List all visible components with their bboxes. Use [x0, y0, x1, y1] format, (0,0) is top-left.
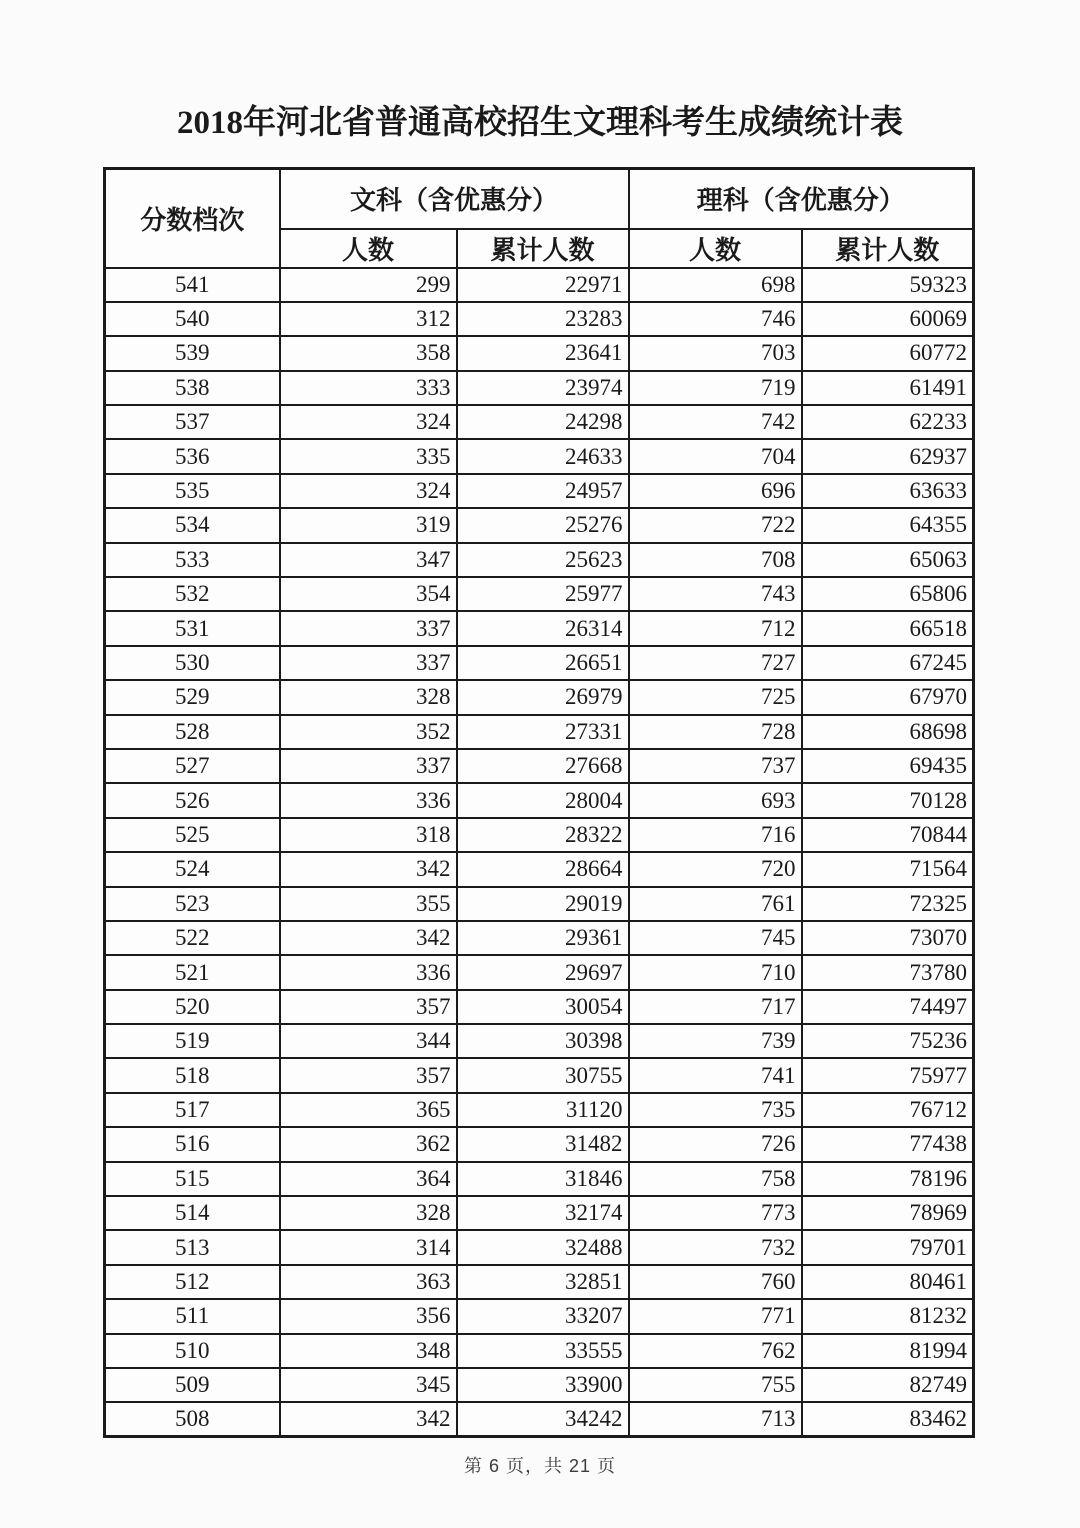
science-cumulative-cell: 66518	[802, 611, 974, 645]
arts-count-cell: 355	[280, 887, 457, 921]
arts-count-cell: 363	[280, 1265, 457, 1299]
science-cumulative-cell: 68698	[802, 715, 974, 749]
science-count-cell: 698	[629, 268, 802, 302]
table-row	[105, 1058, 974, 1092]
science-cumulative-cell: 78196	[802, 1162, 974, 1196]
page-title: 2018年河北省普通高校招生文理科考生成绩统计表	[177, 105, 903, 141]
arts-count-cell: 324	[280, 474, 457, 508]
arts-cumulative-cell: 31120	[457, 1093, 629, 1127]
score-level-cell: 517	[105, 1093, 280, 1127]
table-row	[105, 1402, 974, 1436]
arts-cumulative-cell: 32488	[457, 1230, 629, 1264]
table-row	[105, 611, 974, 645]
science-cumulative-cell: 61491	[802, 371, 974, 405]
arts-count-cell: 365	[280, 1093, 457, 1127]
table-row	[105, 1299, 974, 1333]
science-count-cell: 710	[629, 955, 802, 989]
science-cumulative-cell: 81994	[802, 1334, 974, 1368]
science-count-cell: 727	[629, 646, 802, 680]
science-cumulative-cell: 63633	[802, 474, 974, 508]
score-level-cell: 530	[105, 646, 280, 680]
score-level-cell: 527	[105, 749, 280, 783]
science-count-cell: 746	[629, 302, 802, 336]
arts-count-cell: 342	[280, 852, 457, 886]
science-cumulative-cell: 67970	[802, 680, 974, 714]
table-row	[105, 1265, 974, 1299]
science-count-cell: 726	[629, 1127, 802, 1161]
score-level-cell: 508	[105, 1402, 280, 1436]
arts-count-cell: 345	[280, 1368, 457, 1402]
arts-count-cell: 324	[280, 405, 457, 439]
page-footer: 第 6 页，共 21 页	[463, 1456, 617, 1476]
science-count-cell: 739	[629, 1024, 802, 1058]
header-arts-count: 人数	[280, 229, 457, 268]
score-level-cell: 531	[105, 611, 280, 645]
header-arts-group: 文科（含优惠分）	[280, 169, 629, 229]
arts-cumulative-cell: 26314	[457, 611, 629, 645]
science-cumulative-cell: 65063	[802, 543, 974, 577]
score-level-cell: 532	[105, 577, 280, 611]
table-row	[105, 1093, 974, 1127]
arts-cumulative-cell: 30054	[457, 990, 629, 1024]
score-level-cell: 529	[105, 680, 280, 714]
arts-cumulative-cell: 23974	[457, 371, 629, 405]
table-row	[105, 990, 974, 1024]
science-count-cell: 696	[629, 474, 802, 508]
arts-count-cell: 333	[280, 371, 457, 405]
table-row	[105, 1334, 974, 1368]
arts-cumulative-cell: 22971	[457, 268, 629, 302]
score-level-cell: 525	[105, 818, 280, 852]
arts-cumulative-cell: 34242	[457, 1402, 629, 1436]
score-level-cell: 523	[105, 887, 280, 921]
arts-count-cell: 319	[280, 508, 457, 542]
science-count-cell: 743	[629, 577, 802, 611]
table-row	[105, 508, 974, 542]
science-count-cell: 722	[629, 508, 802, 542]
arts-cumulative-cell: 31846	[457, 1162, 629, 1196]
science-count-cell: 758	[629, 1162, 802, 1196]
score-level-cell: 540	[105, 302, 280, 336]
table-row	[105, 1024, 974, 1058]
arts-cumulative-cell: 29697	[457, 955, 629, 989]
science-count-cell: 703	[629, 336, 802, 370]
table-row	[105, 680, 974, 714]
arts-count-cell: 336	[280, 955, 457, 989]
score-level-cell: 526	[105, 783, 280, 817]
science-cumulative-cell: 75977	[802, 1058, 974, 1092]
science-cumulative-cell: 65806	[802, 577, 974, 611]
science-count-cell: 708	[629, 543, 802, 577]
science-count-cell: 719	[629, 371, 802, 405]
table-row	[105, 955, 974, 989]
science-cumulative-cell: 60069	[802, 302, 974, 336]
score-level-cell: 541	[105, 268, 280, 302]
science-count-cell: 717	[629, 990, 802, 1024]
arts-cumulative-cell: 32851	[457, 1265, 629, 1299]
science-count-cell: 741	[629, 1058, 802, 1092]
science-cumulative-cell: 70128	[802, 783, 974, 817]
science-cumulative-cell: 81232	[802, 1299, 974, 1333]
science-cumulative-cell: 75236	[802, 1024, 974, 1058]
score-level-cell: 521	[105, 955, 280, 989]
arts-cumulative-cell: 28004	[457, 783, 629, 817]
table-row	[105, 1127, 974, 1161]
arts-cumulative-cell: 28664	[457, 852, 629, 886]
score-level-cell: 509	[105, 1368, 280, 1402]
science-cumulative-cell: 82749	[802, 1368, 974, 1402]
table-row	[105, 852, 974, 886]
table-row	[105, 1368, 974, 1402]
table-body	[105, 268, 974, 1437]
score-level-cell: 533	[105, 543, 280, 577]
science-cumulative-cell: 80461	[802, 1265, 974, 1299]
table-row	[105, 405, 974, 439]
arts-cumulative-cell: 25276	[457, 508, 629, 542]
science-cumulative-cell: 77438	[802, 1127, 974, 1161]
arts-count-cell: 357	[280, 990, 457, 1024]
arts-count-cell: 356	[280, 1299, 457, 1333]
score-level-cell: 511	[105, 1299, 280, 1333]
arts-count-cell: 347	[280, 543, 457, 577]
arts-count-cell: 337	[280, 611, 457, 645]
science-count-cell: 761	[629, 887, 802, 921]
score-level-cell: 516	[105, 1127, 280, 1161]
arts-cumulative-cell: 26651	[457, 646, 629, 680]
arts-count-cell: 318	[280, 818, 457, 852]
arts-count-cell: 358	[280, 336, 457, 370]
arts-cumulative-cell: 32174	[457, 1196, 629, 1230]
science-cumulative-cell: 79701	[802, 1230, 974, 1264]
table-row	[105, 646, 974, 680]
arts-count-cell: 328	[280, 680, 457, 714]
score-level-cell: 537	[105, 405, 280, 439]
arts-count-cell: 336	[280, 783, 457, 817]
arts-cumulative-cell: 33555	[457, 1334, 629, 1368]
science-cumulative-cell: 83462	[802, 1402, 974, 1436]
arts-count-cell: 348	[280, 1334, 457, 1368]
score-level-cell: 515	[105, 1162, 280, 1196]
arts-count-cell: 299	[280, 268, 457, 302]
science-count-cell: 737	[629, 749, 802, 783]
arts-cumulative-cell: 23641	[457, 336, 629, 370]
header-science-count: 人数	[629, 229, 802, 268]
science-cumulative-cell: 62233	[802, 405, 974, 439]
arts-count-cell: 342	[280, 921, 457, 955]
science-count-cell: 713	[629, 1402, 802, 1436]
arts-count-cell: 312	[280, 302, 457, 336]
score-level-cell: 514	[105, 1196, 280, 1230]
table-row	[105, 302, 974, 336]
science-count-cell: 732	[629, 1230, 802, 1264]
arts-cumulative-cell: 25977	[457, 577, 629, 611]
science-cumulative-cell: 62937	[802, 439, 974, 473]
table-row	[105, 818, 974, 852]
table-row	[105, 371, 974, 405]
science-count-cell: 771	[629, 1299, 802, 1333]
table-row	[105, 921, 974, 955]
table-row	[105, 749, 974, 783]
arts-cumulative-cell: 29361	[457, 921, 629, 955]
table-row	[105, 577, 974, 611]
science-cumulative-cell: 73780	[802, 955, 974, 989]
score-level-cell: 519	[105, 1024, 280, 1058]
science-count-cell: 762	[629, 1334, 802, 1368]
score-level-cell: 524	[105, 852, 280, 886]
science-count-cell: 745	[629, 921, 802, 955]
arts-count-cell: 328	[280, 1196, 457, 1230]
science-count-cell: 725	[629, 680, 802, 714]
arts-cumulative-cell: 23283	[457, 302, 629, 336]
table-row	[105, 1162, 974, 1196]
science-count-cell: 773	[629, 1196, 802, 1230]
score-level-cell: 522	[105, 921, 280, 955]
score-level-cell: 528	[105, 715, 280, 749]
arts-count-cell: 342	[280, 1402, 457, 1436]
arts-cumulative-cell: 31482	[457, 1127, 629, 1161]
table-row	[105, 474, 974, 508]
arts-cumulative-cell: 28322	[457, 818, 629, 852]
science-cumulative-cell: 74497	[802, 990, 974, 1024]
table-row	[105, 887, 974, 921]
score-level-cell: 539	[105, 336, 280, 370]
arts-cumulative-cell: 33207	[457, 1299, 629, 1333]
score-level-cell: 510	[105, 1334, 280, 1368]
table-row	[105, 336, 974, 370]
arts-cumulative-cell: 29019	[457, 887, 629, 921]
science-cumulative-cell: 78969	[802, 1196, 974, 1230]
science-cumulative-cell: 59323	[802, 268, 974, 302]
header-science-cumulative: 累计人数	[802, 229, 974, 268]
table-header	[105, 169, 974, 268]
science-count-cell: 716	[629, 818, 802, 852]
arts-count-cell: 344	[280, 1024, 457, 1058]
score-level-cell: 518	[105, 1058, 280, 1092]
table-row	[105, 268, 974, 302]
arts-cumulative-cell: 24633	[457, 439, 629, 473]
science-count-cell: 735	[629, 1093, 802, 1127]
arts-count-cell: 352	[280, 715, 457, 749]
science-count-cell: 704	[629, 439, 802, 473]
science-cumulative-cell: 60772	[802, 336, 974, 370]
table-row	[105, 439, 974, 473]
table-row	[105, 783, 974, 817]
arts-count-cell: 362	[280, 1127, 457, 1161]
science-cumulative-cell: 76712	[802, 1093, 974, 1127]
table-row	[105, 543, 974, 577]
score-level-cell: 535	[105, 474, 280, 508]
science-count-cell: 728	[629, 715, 802, 749]
header-science-group: 理科（含优惠分）	[629, 169, 974, 229]
science-cumulative-cell: 70844	[802, 818, 974, 852]
science-cumulative-cell: 67245	[802, 646, 974, 680]
arts-cumulative-cell: 24298	[457, 405, 629, 439]
header-group-row	[105, 169, 974, 229]
science-cumulative-cell: 71564	[802, 852, 974, 886]
arts-cumulative-cell: 30755	[457, 1058, 629, 1092]
science-count-cell: 693	[629, 783, 802, 817]
score-level-cell: 520	[105, 990, 280, 1024]
arts-cumulative-cell: 25623	[457, 543, 629, 577]
arts-cumulative-cell: 27668	[457, 749, 629, 783]
arts-count-cell: 335	[280, 439, 457, 473]
science-cumulative-cell: 64355	[802, 508, 974, 542]
score-level-cell: 513	[105, 1230, 280, 1264]
science-count-cell: 760	[629, 1265, 802, 1299]
arts-cumulative-cell: 27331	[457, 715, 629, 749]
science-cumulative-cell: 73070	[802, 921, 974, 955]
arts-cumulative-cell: 24957	[457, 474, 629, 508]
arts-count-cell: 314	[280, 1230, 457, 1264]
table-row	[105, 1196, 974, 1230]
arts-count-cell: 357	[280, 1058, 457, 1092]
science-cumulative-cell: 72325	[802, 887, 974, 921]
arts-cumulative-cell: 30398	[457, 1024, 629, 1058]
science-cumulative-cell: 69435	[802, 749, 974, 783]
score-statistics-table	[103, 167, 975, 1438]
science-count-cell: 742	[629, 405, 802, 439]
score-level-cell: 536	[105, 439, 280, 473]
arts-cumulative-cell: 33900	[457, 1368, 629, 1402]
header-arts-cumulative: 累计人数	[457, 229, 629, 268]
arts-count-cell: 364	[280, 1162, 457, 1196]
arts-cumulative-cell: 26979	[457, 680, 629, 714]
arts-count-cell: 354	[280, 577, 457, 611]
table-row	[105, 715, 974, 749]
science-count-cell: 755	[629, 1368, 802, 1402]
arts-count-cell: 337	[280, 646, 457, 680]
score-level-cell: 512	[105, 1265, 280, 1299]
science-count-cell: 712	[629, 611, 802, 645]
arts-count-cell: 337	[280, 749, 457, 783]
science-count-cell: 720	[629, 852, 802, 886]
score-level-cell: 538	[105, 371, 280, 405]
table-row	[105, 1230, 974, 1264]
header-score-level: 分数档次	[105, 169, 280, 268]
score-level-cell: 534	[105, 508, 280, 542]
